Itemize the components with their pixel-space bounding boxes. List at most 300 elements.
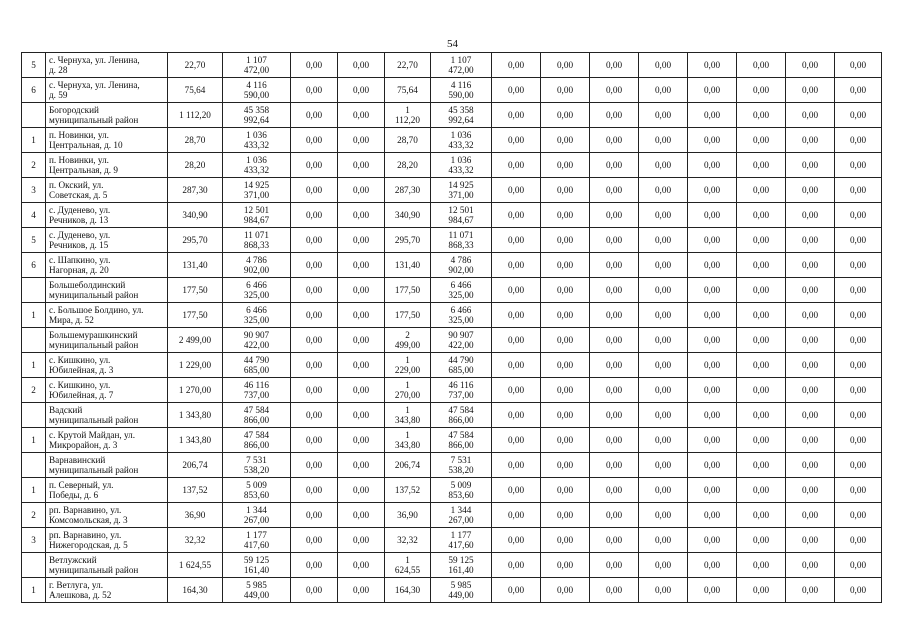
object-name-cell-line: с. Чернуха, ул. Ленина, xyxy=(49,55,140,65)
value-cell: 0,00 xyxy=(541,178,590,203)
area-total-cell xyxy=(385,403,431,428)
value-cell: 0,00 xyxy=(639,328,688,353)
value-cell: 0,00 xyxy=(291,528,338,553)
value-cell: 0,00 xyxy=(835,353,882,378)
cost-total-cell xyxy=(431,403,492,428)
object-name-cell-line: муниципальный район xyxy=(49,465,139,475)
value-cell: 0,00 xyxy=(541,228,590,253)
area-total-cell-line: 340,90 xyxy=(394,210,421,220)
value-cell: 0,00 xyxy=(688,253,737,278)
value-cell: 0,00 xyxy=(492,178,541,203)
row-number-cell xyxy=(22,103,46,128)
value-cell: 0,00 xyxy=(590,428,639,453)
value-cell: 0,00 xyxy=(737,353,786,378)
object-name-cell-line: с. Большое Болдино, ул. xyxy=(49,305,144,315)
object-name-cell-line: Советская, д. 5 xyxy=(49,190,108,200)
row-number-cell xyxy=(22,553,46,578)
value-cell: 0,00 xyxy=(835,278,882,303)
row-number-cell: 5 xyxy=(22,53,46,78)
cost-total-cell-line: 417,60 xyxy=(448,540,474,550)
object-name-cell xyxy=(46,78,168,103)
value-cell: 0,00 xyxy=(291,303,338,328)
area-total-cell-line: 2 xyxy=(405,330,410,340)
object-name-cell xyxy=(46,178,168,203)
cost-cell-line: 59 125 xyxy=(243,555,270,565)
object-name-cell-line: с. Кишкино, ул. xyxy=(49,355,111,365)
area-total-cell xyxy=(385,503,431,528)
cost-total-cell xyxy=(431,378,492,403)
area-cell: 36,90 xyxy=(168,503,223,528)
value-cell: 0,00 xyxy=(590,153,639,178)
cost-cell-line: 44 790 xyxy=(243,355,270,365)
area-cell: 340,90 xyxy=(168,203,223,228)
value-cell: 0,00 xyxy=(688,403,737,428)
area-total-cell xyxy=(385,203,431,228)
cost-total-cell xyxy=(431,178,492,203)
value-cell: 0,00 xyxy=(590,303,639,328)
cost-cell xyxy=(223,528,291,553)
value-cell: 0,00 xyxy=(338,153,385,178)
cost-cell-line: 422,00 xyxy=(243,340,270,350)
value-cell: 0,00 xyxy=(737,403,786,428)
value-cell: 0,00 xyxy=(541,378,590,403)
area-cell: 1 112,20 xyxy=(168,103,223,128)
table-row xyxy=(22,553,882,578)
value-cell: 0,00 xyxy=(737,503,786,528)
cost-cell xyxy=(223,478,291,503)
value-cell: 0,00 xyxy=(541,253,590,278)
cost-total-cell-line: 538,20 xyxy=(448,465,474,475)
cost-total-cell-line: 1 177 xyxy=(450,530,472,540)
value-cell: 0,00 xyxy=(688,578,737,603)
value-cell: 0,00 xyxy=(338,403,385,428)
value-cell: 0,00 xyxy=(338,578,385,603)
object-name-cell-line: муниципальный район xyxy=(49,415,139,425)
value-cell: 0,00 xyxy=(590,53,639,78)
area-cell: 28,20 xyxy=(168,153,223,178)
object-name-cell-line: Центральная, д. 9 xyxy=(49,165,118,175)
cost-total-cell-line: 4 786 xyxy=(450,255,472,265)
area-total-cell-line: 137,52 xyxy=(394,485,421,495)
cost-cell-line: 4 116 xyxy=(246,80,267,90)
row-number-cell xyxy=(22,328,46,353)
value-cell: 0,00 xyxy=(737,303,786,328)
value-cell: 0,00 xyxy=(639,53,688,78)
value-cell: 0,00 xyxy=(737,128,786,153)
value-cell: 0,00 xyxy=(835,528,882,553)
cost-cell xyxy=(223,178,291,203)
value-cell: 0,00 xyxy=(688,103,737,128)
area-cell: 1 229,00 xyxy=(168,353,223,378)
object-name-cell xyxy=(46,328,168,353)
object-name-cell-line: Мира, д. 52 xyxy=(49,315,94,325)
table-row xyxy=(22,428,882,453)
value-cell: 0,00 xyxy=(338,53,385,78)
cost-cell xyxy=(223,453,291,478)
object-name-cell-line: Богородский xyxy=(49,105,99,115)
value-cell: 0,00 xyxy=(541,153,590,178)
cost-total-cell-line: 5 985 xyxy=(450,580,472,590)
value-cell: 0,00 xyxy=(639,553,688,578)
value-cell: 0,00 xyxy=(338,478,385,503)
cost-cell xyxy=(223,103,291,128)
object-name-cell-line: Юбилейная, д. 3 xyxy=(49,365,114,375)
value-cell: 0,00 xyxy=(688,128,737,153)
cost-cell-line: 417,60 xyxy=(243,540,270,550)
area-total-cell-line: 164,30 xyxy=(394,585,421,595)
value-cell: 0,00 xyxy=(835,478,882,503)
cost-total-cell xyxy=(431,53,492,78)
value-cell: 0,00 xyxy=(338,128,385,153)
value-cell: 0,00 xyxy=(835,303,882,328)
cost-cell-line: 267,00 xyxy=(243,515,270,525)
area-total-cell-line: 22,70 xyxy=(397,60,418,70)
value-cell: 0,00 xyxy=(590,203,639,228)
object-name-cell xyxy=(46,228,168,253)
value-cell: 0,00 xyxy=(835,153,882,178)
value-cell: 0,00 xyxy=(338,103,385,128)
value-cell: 0,00 xyxy=(338,528,385,553)
value-cell: 0,00 xyxy=(786,503,835,528)
value-cell: 0,00 xyxy=(688,53,737,78)
object-name-cell-line: Большемурашкинский xyxy=(49,330,138,340)
object-name-cell-line: муниципальный район xyxy=(49,565,139,575)
cost-total-cell xyxy=(431,153,492,178)
cost-total-cell xyxy=(431,353,492,378)
object-name-cell-line: рп. Варнавино, ул. xyxy=(49,530,122,540)
cost-total-cell-line: 984,67 xyxy=(448,215,474,225)
cost-total-cell-line: 1 344 xyxy=(450,505,472,515)
row-number-cell xyxy=(22,403,46,428)
value-cell: 0,00 xyxy=(590,553,639,578)
value-cell: 0,00 xyxy=(639,228,688,253)
value-cell: 0,00 xyxy=(835,253,882,278)
cost-total-cell xyxy=(431,128,492,153)
area-cell: 177,50 xyxy=(168,303,223,328)
cost-cell-line: 853,60 xyxy=(243,490,270,500)
area-total-cell-line: 270,00 xyxy=(394,390,421,400)
cost-total-cell-line: 433,32 xyxy=(448,165,474,175)
table-row xyxy=(22,378,882,403)
object-name-cell-line: с. Дуденево, ул. xyxy=(49,205,111,215)
value-cell: 0,00 xyxy=(541,353,590,378)
value-cell: 0,00 xyxy=(541,203,590,228)
object-name-cell-line: с. Дуденево, ул. xyxy=(49,230,111,240)
row-number-cell: 1 xyxy=(22,478,46,503)
value-cell: 0,00 xyxy=(590,128,639,153)
object-name-cell xyxy=(46,128,168,153)
table-row xyxy=(22,53,882,78)
value-cell: 0,00 xyxy=(541,303,590,328)
object-name-cell-line: Большеболдинский xyxy=(49,280,126,290)
value-cell: 0,00 xyxy=(590,578,639,603)
cost-total-cell-line: 1 107 xyxy=(450,55,472,65)
value-cell: 0,00 xyxy=(291,328,338,353)
object-name-cell-line: Речников, д. 13 xyxy=(49,215,109,225)
value-cell: 0,00 xyxy=(291,53,338,78)
cost-total-cell xyxy=(431,528,492,553)
value-cell: 0,00 xyxy=(338,353,385,378)
area-total-cell-line: 36,90 xyxy=(397,510,418,520)
value-cell: 0,00 xyxy=(688,328,737,353)
value-cell: 0,00 xyxy=(786,428,835,453)
value-cell: 0,00 xyxy=(639,178,688,203)
value-cell: 0,00 xyxy=(688,528,737,553)
value-cell: 0,00 xyxy=(541,53,590,78)
object-name-cell-line: п. Новинки, ул. xyxy=(49,130,109,140)
area-total-cell-line: 177,50 xyxy=(394,310,421,320)
value-cell: 0,00 xyxy=(737,553,786,578)
value-cell: 0,00 xyxy=(338,228,385,253)
page-number: 54 xyxy=(447,38,458,50)
value-cell: 0,00 xyxy=(590,453,639,478)
cost-total-cell-line: 6 466 xyxy=(450,305,472,315)
value-cell: 0,00 xyxy=(541,578,590,603)
cost-cell xyxy=(223,503,291,528)
object-name-cell-line: Юбилейная, д. 7 xyxy=(49,390,114,400)
value-cell: 0,00 xyxy=(737,78,786,103)
row-number-cell: 5 xyxy=(22,228,46,253)
cost-total-cell-line: 45 358 xyxy=(448,105,474,115)
object-name-cell xyxy=(46,53,168,78)
object-name-cell-line: Варнавинский xyxy=(49,455,106,465)
cost-total-cell-line: 866,00 xyxy=(448,440,474,450)
area-cell: 295,70 xyxy=(168,228,223,253)
value-cell: 0,00 xyxy=(492,403,541,428)
cost-total-cell-line: 90 907 xyxy=(448,330,474,340)
object-name-cell-line: Нижегородская, д. 5 xyxy=(49,540,128,550)
cost-total-cell-line: 12 501 xyxy=(448,205,474,215)
object-name-cell-line: Нагорная, д. 20 xyxy=(49,265,109,275)
value-cell: 0,00 xyxy=(688,178,737,203)
object-name-cell xyxy=(46,553,168,578)
cost-cell-line: 1 107 xyxy=(246,55,267,65)
object-name-cell xyxy=(46,403,168,428)
value-cell: 0,00 xyxy=(291,553,338,578)
cost-total-cell-line: 422,00 xyxy=(448,340,474,350)
cost-cell xyxy=(223,328,291,353)
table-row xyxy=(22,103,882,128)
row-number-cell: 2 xyxy=(22,153,46,178)
cost-total-cell xyxy=(431,453,492,478)
value-cell: 0,00 xyxy=(541,528,590,553)
value-cell: 0,00 xyxy=(639,528,688,553)
cost-cell-line: 161,40 xyxy=(243,565,270,575)
cost-cell xyxy=(223,203,291,228)
cost-cell-line: 11 071 xyxy=(244,230,269,240)
value-cell: 0,00 xyxy=(786,578,835,603)
value-cell: 0,00 xyxy=(590,403,639,428)
value-cell: 0,00 xyxy=(338,303,385,328)
cost-total-cell xyxy=(431,228,492,253)
value-cell: 0,00 xyxy=(590,378,639,403)
cost-cell-line: 6 466 xyxy=(246,280,267,290)
object-name-cell-line: д. 28 xyxy=(49,65,68,75)
cost-total-cell-line: 737,00 xyxy=(448,390,474,400)
value-cell: 0,00 xyxy=(688,453,737,478)
value-cell: 0,00 xyxy=(492,478,541,503)
value-cell: 0,00 xyxy=(737,528,786,553)
cost-cell xyxy=(223,53,291,78)
object-name-cell-line: муниципальный район xyxy=(49,115,139,125)
object-name-cell-line: п. Новинки, ул. xyxy=(49,155,109,165)
value-cell: 0,00 xyxy=(786,203,835,228)
cost-total-cell-line: 267,00 xyxy=(448,515,474,525)
value-cell: 0,00 xyxy=(291,78,338,103)
value-cell: 0,00 xyxy=(492,153,541,178)
cost-cell xyxy=(223,128,291,153)
area-total-cell-line: 28,70 xyxy=(397,135,418,145)
object-name-cell xyxy=(46,303,168,328)
value-cell: 0,00 xyxy=(786,453,835,478)
cost-total-cell xyxy=(431,503,492,528)
value-cell: 0,00 xyxy=(541,478,590,503)
area-total-cell-line: 75,64 xyxy=(397,85,418,95)
value-cell: 0,00 xyxy=(590,253,639,278)
value-cell: 0,00 xyxy=(737,253,786,278)
value-cell: 0,00 xyxy=(786,78,835,103)
cost-cell xyxy=(223,278,291,303)
object-name-cell-line: с. Кишкино, ул. xyxy=(49,380,111,390)
value-cell: 0,00 xyxy=(291,578,338,603)
cost-cell-line: 984,67 xyxy=(243,215,270,225)
value-cell: 0,00 xyxy=(492,103,541,128)
area-total-cell xyxy=(385,353,431,378)
cost-total-cell xyxy=(431,478,492,503)
area-total-cell-line: 229,00 xyxy=(394,365,421,375)
value-cell: 0,00 xyxy=(492,128,541,153)
table-row xyxy=(22,203,882,228)
cost-total-cell xyxy=(431,278,492,303)
value-cell: 0,00 xyxy=(291,378,338,403)
value-cell: 0,00 xyxy=(786,103,835,128)
cost-cell xyxy=(223,378,291,403)
cost-total-cell-line: 161,40 xyxy=(448,565,474,575)
value-cell: 0,00 xyxy=(291,478,338,503)
value-cell: 0,00 xyxy=(786,528,835,553)
area-total-cell xyxy=(385,478,431,503)
value-cell: 0,00 xyxy=(737,103,786,128)
area-cell: 2 499,00 xyxy=(168,328,223,353)
cost-total-cell xyxy=(431,328,492,353)
value-cell: 0,00 xyxy=(291,128,338,153)
table-row xyxy=(22,453,882,478)
object-name-cell-line: д. 59 xyxy=(49,90,68,100)
area-cell: 32,32 xyxy=(168,528,223,553)
value-cell: 0,00 xyxy=(688,78,737,103)
object-name-cell xyxy=(46,528,168,553)
value-cell: 0,00 xyxy=(737,278,786,303)
value-cell: 0,00 xyxy=(338,428,385,453)
cost-cell-line: 868,33 xyxy=(243,240,270,250)
row-number-cell: 1 xyxy=(22,303,46,328)
cost-cell xyxy=(223,253,291,278)
area-total-cell xyxy=(385,453,431,478)
value-cell: 0,00 xyxy=(590,178,639,203)
value-cell: 0,00 xyxy=(541,453,590,478)
value-cell: 0,00 xyxy=(291,253,338,278)
value-cell: 0,00 xyxy=(492,278,541,303)
cost-cell-line: 4 786 xyxy=(246,255,267,265)
area-total-cell-line: 624,55 xyxy=(394,565,421,575)
table-row xyxy=(22,528,882,553)
value-cell: 0,00 xyxy=(590,228,639,253)
cost-total-cell-line: 449,00 xyxy=(448,590,474,600)
value-cell: 0,00 xyxy=(541,553,590,578)
table-row xyxy=(22,478,882,503)
table-row xyxy=(22,353,882,378)
value-cell: 0,00 xyxy=(835,453,882,478)
row-number-cell: 3 xyxy=(22,528,46,553)
value-cell: 0,00 xyxy=(492,303,541,328)
cost-cell-line: 47 584 xyxy=(243,405,270,415)
table-row xyxy=(22,278,882,303)
value-cell: 0,00 xyxy=(639,78,688,103)
object-name-cell-line: с. Шапкино, ул. xyxy=(49,255,111,265)
value-cell: 0,00 xyxy=(786,53,835,78)
value-cell: 0,00 xyxy=(835,228,882,253)
cost-total-cell-line: 44 790 xyxy=(448,355,474,365)
value-cell: 0,00 xyxy=(786,328,835,353)
value-cell: 0,00 xyxy=(786,303,835,328)
value-cell: 0,00 xyxy=(541,278,590,303)
object-name-cell-line: Микрорайон, д. 3 xyxy=(49,440,118,450)
area-cell: 177,50 xyxy=(168,278,223,303)
cost-cell-line: 14 925 xyxy=(243,180,270,190)
value-cell: 0,00 xyxy=(835,178,882,203)
row-number-cell: 3 xyxy=(22,178,46,203)
value-cell: 0,00 xyxy=(291,503,338,528)
cost-cell-line: 12 501 xyxy=(243,205,270,215)
cost-cell-line: 472,00 xyxy=(243,65,270,75)
row-number-cell: 1 xyxy=(22,578,46,603)
area-total-cell xyxy=(385,303,431,328)
area-total-cell-line: 1 xyxy=(405,105,410,115)
area-total-cell xyxy=(385,528,431,553)
value-cell: 0,00 xyxy=(492,528,541,553)
cost-total-cell-line: 5 009 xyxy=(450,480,472,490)
value-cell: 0,00 xyxy=(639,103,688,128)
cost-cell-line: 1 344 xyxy=(246,505,267,515)
value-cell: 0,00 xyxy=(492,53,541,78)
area-total-cell-line: 28,20 xyxy=(397,160,418,170)
cost-total-cell xyxy=(431,553,492,578)
value-cell: 0,00 xyxy=(786,353,835,378)
value-cell: 0,00 xyxy=(492,503,541,528)
object-name-cell xyxy=(46,428,168,453)
object-name-cell-line: муниципальный район xyxy=(49,340,139,350)
value-cell: 0,00 xyxy=(835,428,882,453)
cost-total-cell-line: 472,00 xyxy=(448,65,474,75)
object-name-cell-line: Речников, д. 15 xyxy=(49,240,109,250)
row-number-cell: 4 xyxy=(22,203,46,228)
table-row xyxy=(22,328,882,353)
cost-cell-line: 1 036 xyxy=(246,155,267,165)
value-cell: 0,00 xyxy=(786,278,835,303)
cost-cell-line: 866,00 xyxy=(243,415,270,425)
value-cell: 0,00 xyxy=(338,178,385,203)
value-cell: 0,00 xyxy=(291,278,338,303)
value-cell: 0,00 xyxy=(338,503,385,528)
value-cell: 0,00 xyxy=(492,328,541,353)
cost-cell-line: 538,20 xyxy=(243,465,270,475)
value-cell: 0,00 xyxy=(786,128,835,153)
area-cell: 206,74 xyxy=(168,453,223,478)
cost-total-cell-line: 325,00 xyxy=(448,315,474,325)
table-row xyxy=(22,253,882,278)
cost-cell-line: 7 531 xyxy=(246,455,267,465)
area-total-cell-line: 1 xyxy=(405,405,410,415)
